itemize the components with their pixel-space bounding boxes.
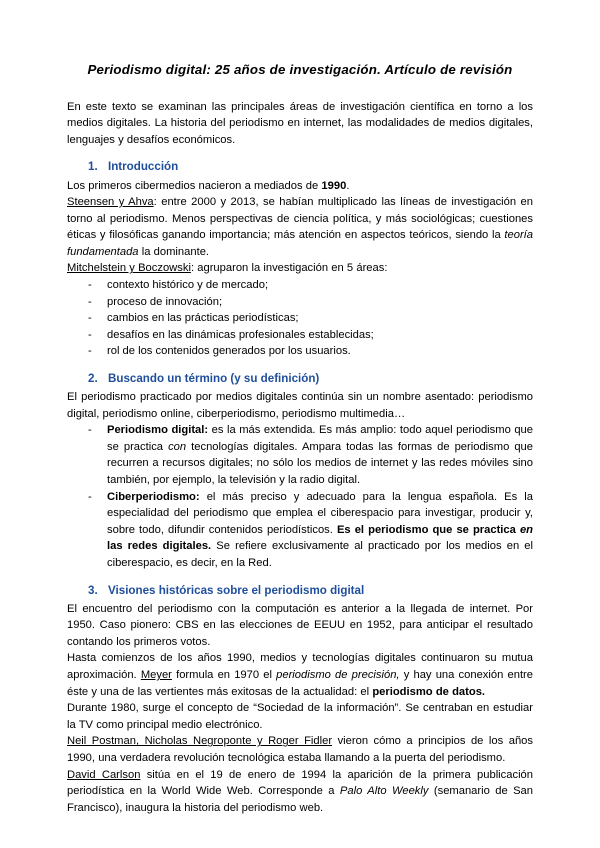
author-steensen-ahva: Steensen y Ahva: [67, 196, 154, 209]
section-title-3: Visiones históricas sobre el periodismo digital: [108, 583, 365, 597]
section3-paragraph-2: [67, 650, 533, 700]
term-label-ciberperiodismo: Ciberperiodismo:: [107, 490, 200, 503]
section-heading-2: [67, 371, 533, 387]
s3p2-text-b: formula en 1970 el: [171, 669, 277, 682]
section3-paragraph-5: [67, 767, 533, 817]
list-item: - rol de los contenidos generados por los usuarios.: [67, 343, 533, 360]
section-spacer: [67, 572, 533, 583]
authors-postman-negroponte-fidler: Neil Postman, Nicholas Negroponte y Roger Fidler: [67, 735, 333, 748]
s1p3-text: : agruparon la investigación en 5 áreas:: [190, 262, 388, 275]
section2-term-list: [67, 422, 533, 571]
term1-bold-a: Es el periodismo que se practica: [336, 523, 520, 536]
section1-paragraph-2: [67, 194, 533, 260]
s3p5-text-a: sitúa en el 19 de enero de 1994 la aparición de la primera publicación periodística en la World Wide Web. Corresponde a: [67, 768, 533, 798]
s3p5-italic-publication: Palo Alto Weekly: [339, 785, 429, 798]
intro-paragraph: En este texto se examinan las principales áreas de investigación científica en torno a los medios digitales. La historia del periodismo en internet, las modalidades de medios digitales, lenguajes y desafíos económicos.: [67, 100, 533, 146]
s3p5-text-b: (semanario de San Francisco), inaugura la historia del periodismo web.: [67, 785, 533, 814]
list-item: - proceso de innovación;: [67, 294, 533, 311]
s3p2-text-a: Hasta comienzos de los años 1990, medios y tecnologías digitales continuaron su mutua aproximación.: [67, 652, 533, 682]
section-spacer: [67, 360, 533, 371]
section-heading-3: [67, 583, 533, 599]
s3p2-bold-term: periodismo de datos.: [372, 685, 486, 698]
list-item: - contexto histórico y de mercado;: [67, 277, 533, 294]
s3p4-text: vieron cómo a principios de los años 1990, una verdadera revolución tecnológica estaba llamando a la puerta del periodismo.: [67, 735, 533, 764]
term-label-periodismo-digital: Periodismo digital:: [107, 424, 209, 437]
s3p2-text-c: y hay una conexión entre éste y una de las vertientes más exitosas de la actualidad: el: [67, 669, 533, 698]
section3-paragraph-4: [67, 733, 533, 766]
section-title-2: Buscando un término (y su definición): [108, 371, 320, 385]
page-title: Periodismo digital: 25 años de investigación. Artículo de revisión: [87, 62, 513, 77]
author-david-carlson: David Carlson: [67, 768, 141, 781]
section2-intro: El periodismo practicado por medios digitales continúa sin un nombre asentado: periodismo digital, periodismo online, ciberperiodismo, periodismo multimedia…: [67, 391, 533, 420]
term1-text-a: el más preciso y adecuado para la lengua española. Es la especialidad del periodismo que emplea el ciberespacio para investigar, producir y, sobre todo, difundir contenidos periodísticos.: [107, 490, 533, 536]
s1p1-bold-year: 1990: [321, 179, 347, 192]
term1-text-b: Se refiere exclusivamente al practicado por los medios en el ciberespacio, es decir, en la Red.: [107, 540, 533, 569]
section-number-2: 2.: [88, 371, 98, 385]
section-number-3: 3.: [88, 583, 98, 597]
section-number-1: 1.: [88, 160, 98, 174]
section1-paragraph-1: [67, 178, 533, 195]
section1-paragraph-3: [67, 260, 533, 277]
list-item: - desafíos en las dinámicas profesionales establecidas;: [67, 327, 533, 344]
term1-bold-italic: en: [519, 523, 533, 536]
author-meyer: Meyer: [140, 669, 172, 682]
term0-italic: con: [168, 440, 187, 453]
s1p1-text: Los primeros cibermedios nacieron a mediados de: [67, 179, 322, 192]
list-item: [67, 489, 533, 572]
list-item: - cambios en las prácticas periodísticas;: [67, 310, 533, 327]
term1-bold-b: las redes digitales.: [107, 540, 212, 553]
s1p1-tail: .: [346, 179, 350, 192]
s3p2-italic-term: periodismo de precisión,: [276, 669, 400, 682]
section-title-1: Introducción: [108, 160, 179, 174]
section3-paragraph-3: Durante 1980, surge el concepto de “Sociedad de la información”. Se centraban en estudiar la TV como principal medio electrónico.: [67, 702, 533, 731]
s1p2-tail: la dominante.: [138, 245, 210, 258]
s1p2-text: : entre 2000 y 2013, se habían multiplicado las líneas de investigación en torno al periodismo. Menos perspectivas de ciencia política, y más sociológicas; cuestiones éticas y filosóficas ganando importancia; más atención en aspectos teóricos, siendo la: [67, 196, 533, 242]
s1p2-italic-term: teoría fundamentada: [67, 229, 533, 258]
term0-text-b: tecnologías digitales. Ampara todas las formas de periodismo que recurren a recursos digitales; no sólo los medios de internet y las redes móviles sino también, por ejemplo, la televisión y la radio digital.: [107, 440, 533, 487]
section-heading-1: [67, 159, 533, 175]
term0-text-a: es la más extendida. Es más amplio: todo aquel periodismo que se practica: [107, 424, 534, 453]
section1-bullet-list: [67, 277, 533, 360]
list-item: [67, 422, 533, 488]
section3-paragraph-1: El encuentro del periodismo con la computación es anterior a la llegada de internet. Por 1950. Caso pionero: CBS en las elecciones de EEUU en 1952, para anticipar el resultado contando los primeros votos.: [67, 602, 533, 648]
author-mitchelstein-boczowski: Mitchelstein y Boczowski: [67, 262, 191, 275]
